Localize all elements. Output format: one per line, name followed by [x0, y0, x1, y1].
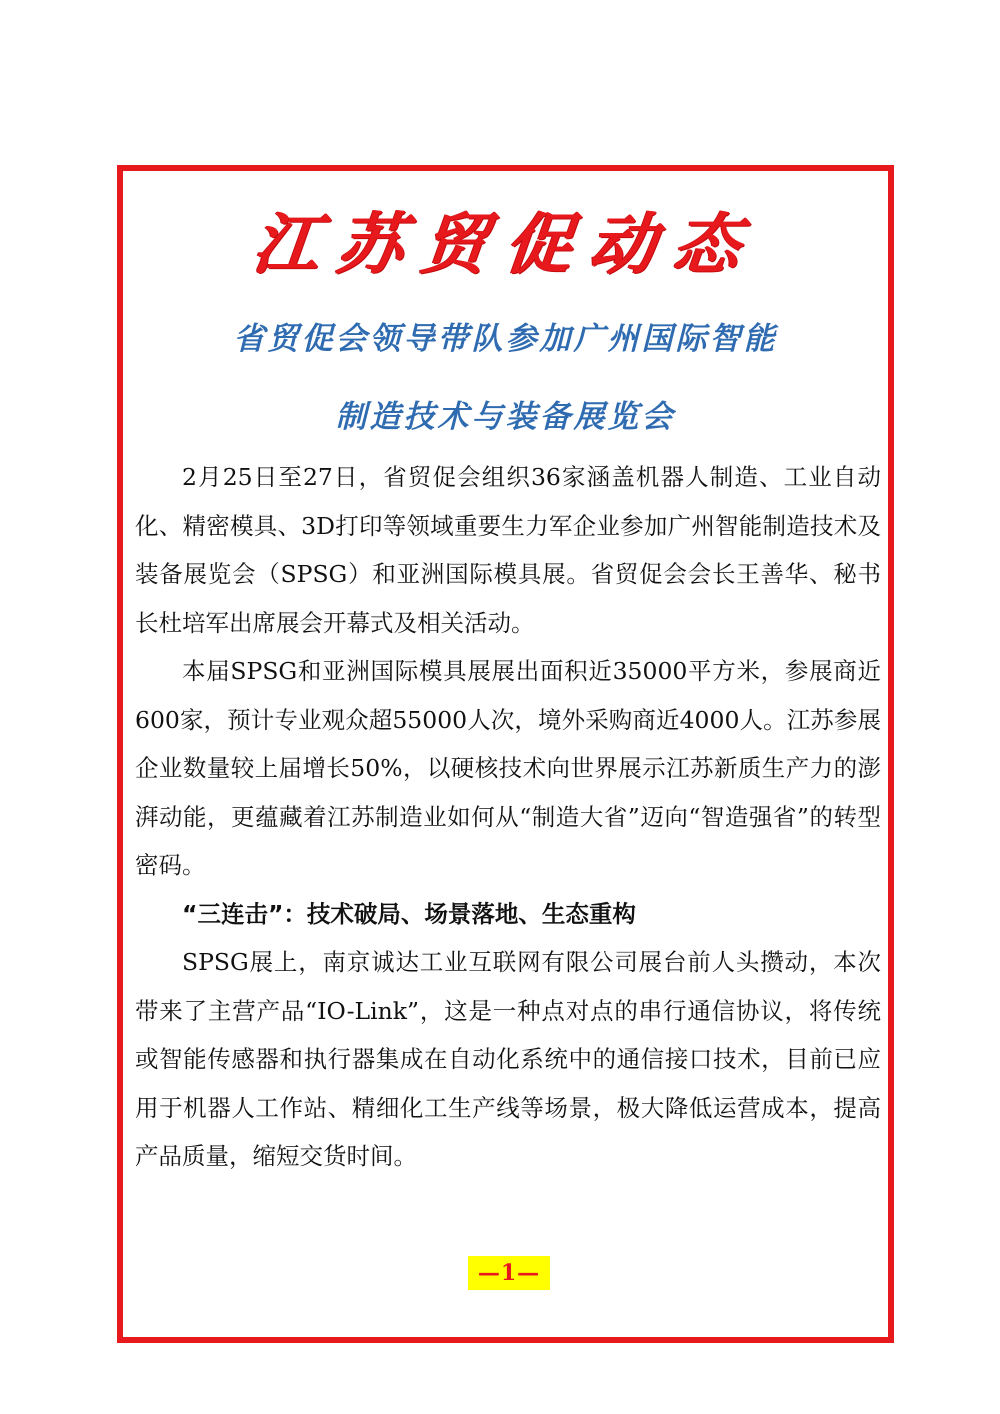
- paragraph-3: SPSG展上，南京诚达工业互联网有限公司展台前人头攒动，本次带来了主营产品“IO-Link”，这是一种点对点的串行通信协议，将传统或智能传感器和执行器集成在自动化系统中的通信接口技术，目前已应用于机器人工作站、精细化工生产线等场景，极大降低运营成本，提高产品质量，缩短交货时间。: [135, 948, 881, 1170]
- masthead-title: 江苏贸促动态: [249, 205, 762, 283]
- paragraph-2: 本届SPSG和亚洲国际模具展展出面积近35000平方米，参展商近600家，预计专业观众超55000人次，境外采购商近4000人。江苏参展企业数量较上届增长50%，以硬核技术向世界展示江苏新质生产力的澎湃动能，更蕴藏着江苏制造业如何从“制造大省”迈向“智造强省”的转型密码。: [135, 657, 881, 879]
- page-frame: [117, 165, 894, 1343]
- article-headline-line2: 制造技术与装备展览会: [335, 399, 676, 435]
- article-headline-line1: 省贸促会领导带队参加广州国际智能: [233, 321, 778, 357]
- page-number: —1—: [468, 1256, 550, 1290]
- paragraph-1: 2月25日至27日，省贸促会组织36家涵盖机器人制造、工业自动化、精密模具、3D打印等领域重要生力军企业参加广州智能制造技术及装备展览会（SPSG）和亚洲国际模具展。省贸促会会长王善华、秘书长杜培军出席展会开幕式及相关活动。: [135, 463, 881, 637]
- section-subheading: “三连击”：技术破局、场景落地、生态重构: [182, 900, 636, 928]
